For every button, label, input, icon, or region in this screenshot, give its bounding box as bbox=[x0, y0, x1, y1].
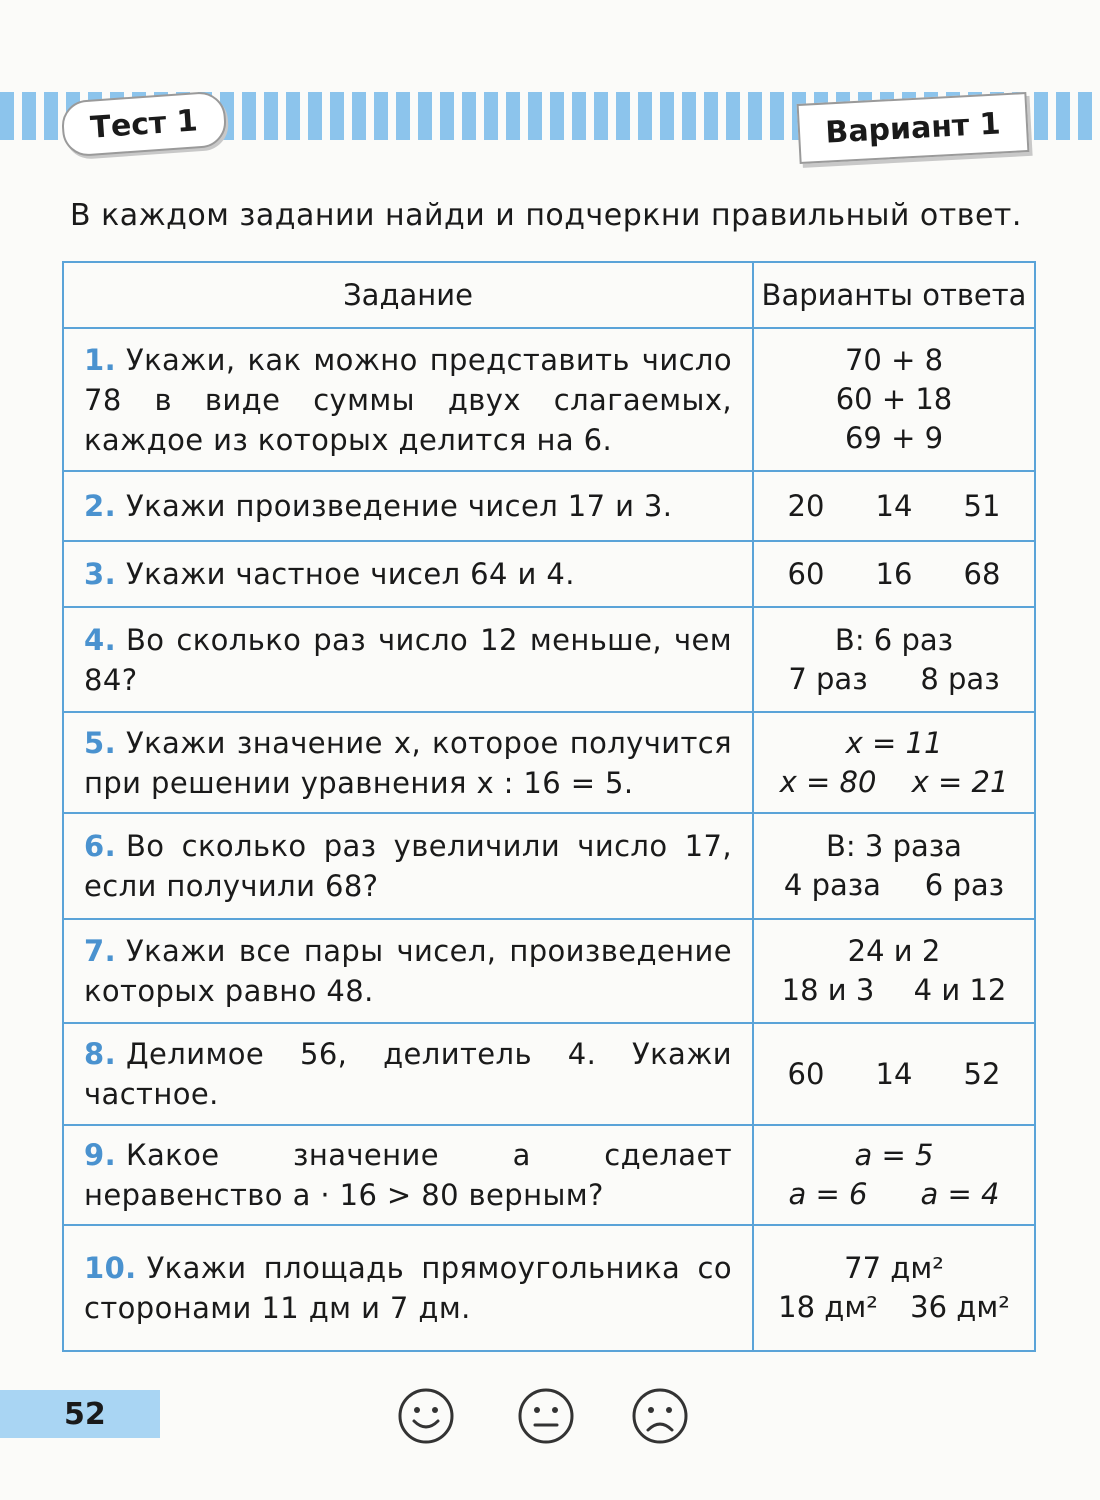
page-number: 52 bbox=[64, 1396, 106, 1432]
test-table bbox=[62, 261, 1036, 1352]
answer-option[interactable]: 60 + 18 bbox=[835, 382, 953, 416]
answer-option[interactable]: 20 bbox=[787, 488, 825, 523]
answer-option[interactable]: 16 bbox=[875, 556, 913, 591]
table-row bbox=[63, 541, 1035, 607]
table-row bbox=[63, 919, 1035, 1023]
answer-option[interactable]: 7 раз bbox=[788, 661, 868, 696]
answer-option[interactable]: 4 и 12 bbox=[913, 973, 1007, 1007]
test-badge: Тест 1 bbox=[60, 90, 228, 157]
page-number-tab bbox=[0, 1390, 160, 1438]
task-text: Укажи значение x, которое получится при решении уравнения x : 16 = 5. bbox=[84, 725, 732, 800]
answer-option[interactable]: 60 bbox=[787, 556, 825, 591]
task-number: 6. bbox=[84, 829, 116, 863]
table-header-row bbox=[63, 262, 1035, 328]
answer-option[interactable]: x = 80 bbox=[779, 764, 877, 799]
task-cell bbox=[63, 712, 753, 813]
task-text: Укажи произведение чисел 17 и 3. bbox=[126, 489, 673, 523]
task-number: 3. bbox=[84, 557, 116, 591]
task-cell bbox=[63, 1225, 753, 1351]
task-number: 1. bbox=[84, 342, 116, 377]
answer-cell bbox=[753, 607, 1035, 712]
answer-option[interactable]: 14 bbox=[875, 1056, 913, 1091]
variant-badge: Вариант 1 bbox=[797, 92, 1030, 164]
answer-option[interactable]: 24 и 2 bbox=[847, 934, 941, 968]
answer-cell bbox=[753, 328, 1035, 471]
table-row bbox=[63, 813, 1035, 919]
neutral-face-icon[interactable] bbox=[516, 1386, 576, 1446]
answer-cell bbox=[753, 471, 1035, 541]
answer-option[interactable]: 6 раз bbox=[924, 868, 1005, 902]
answer-cell bbox=[753, 1023, 1035, 1125]
answer-option[interactable]: x = 11 bbox=[845, 725, 943, 760]
answer-option[interactable]: 77 дм² bbox=[844, 1251, 944, 1285]
task-number: 9. bbox=[84, 1138, 116, 1172]
task-text: Во сколько раз число 12 меньше, чем 84? bbox=[84, 622, 732, 697]
column-header-task: Задание bbox=[63, 262, 753, 328]
answer-option[interactable]: x = 21 bbox=[911, 764, 1009, 799]
answer-option[interactable]: a = 4 bbox=[920, 1177, 1000, 1211]
task-text: Укажи площадь прямоугольника со сторонами 11 дм и 7 дм. bbox=[84, 1251, 732, 1325]
table-row bbox=[63, 607, 1035, 712]
instruction-text: В каждом задании найди и подчеркни правильный ответ. bbox=[70, 198, 1022, 233]
table-row bbox=[63, 328, 1035, 471]
answer-option[interactable]: 36 дм² bbox=[910, 1290, 1010, 1324]
answer-cell bbox=[753, 919, 1035, 1023]
task-cell bbox=[63, 328, 753, 471]
answer-cell bbox=[753, 712, 1035, 813]
task-number: 5. bbox=[84, 725, 116, 760]
column-header-answers: Варианты ответа bbox=[753, 262, 1035, 328]
task-text: Делимое 56, делитель 4. Укажи частное. bbox=[84, 1037, 732, 1111]
answer-option[interactable]: В: 3 раза bbox=[826, 829, 962, 863]
answer-option[interactable]: 18 дм² bbox=[778, 1290, 878, 1324]
answer-option[interactable]: 8 раз bbox=[920, 661, 1000, 696]
table-row bbox=[63, 471, 1035, 541]
task-text: Укажи, как можно представить число 78 в виде суммы двух слагаемых, каждое из которых делится на 6. bbox=[84, 342, 732, 457]
task-cell bbox=[63, 607, 753, 712]
answer-option[interactable]: 18 и 3 bbox=[781, 973, 875, 1007]
answer-option[interactable]: 60 bbox=[787, 1056, 825, 1091]
answer-cell bbox=[753, 541, 1035, 607]
task-number: 10. bbox=[84, 1251, 137, 1285]
answer-option[interactable]: 51 bbox=[963, 488, 1001, 523]
answer-option[interactable]: 69 + 9 bbox=[844, 421, 944, 455]
answer-option[interactable]: a = 6 bbox=[788, 1177, 868, 1211]
task-number: 2. bbox=[84, 489, 116, 523]
task-text: Какое значение a сделает неравенство a · 16 > 80 верным? bbox=[84, 1138, 732, 1212]
smiley-face-icon[interactable] bbox=[396, 1386, 456, 1446]
task-number: 8. bbox=[84, 1037, 116, 1071]
task-cell bbox=[63, 1023, 753, 1125]
task-number: 4. bbox=[84, 622, 116, 657]
task-text: Укажи все пары чисел, произведение которых равно 48. bbox=[84, 934, 732, 1008]
answer-cell bbox=[753, 1225, 1035, 1351]
sad-face-icon[interactable] bbox=[630, 1386, 690, 1446]
answer-cell bbox=[753, 1125, 1035, 1225]
table-row bbox=[63, 1125, 1035, 1225]
answer-option[interactable]: 14 bbox=[875, 488, 913, 523]
table-row bbox=[63, 712, 1035, 813]
answer-option[interactable]: 4 раза bbox=[783, 868, 881, 902]
task-cell bbox=[63, 1125, 753, 1225]
task-text: Укажи частное чисел 64 и 4. bbox=[126, 557, 575, 591]
answer-option[interactable]: 70 + 8 bbox=[844, 343, 944, 377]
task-cell bbox=[63, 471, 753, 541]
answer-cell bbox=[753, 813, 1035, 919]
task-number: 7. bbox=[84, 934, 116, 968]
task-cell bbox=[63, 919, 753, 1023]
answer-option[interactable]: a = 5 bbox=[854, 1138, 934, 1172]
task-text: Во сколько раз увеличили число 17, если получили 68? bbox=[84, 829, 732, 903]
answer-option[interactable]: 68 bbox=[963, 556, 1001, 591]
table-row bbox=[63, 1225, 1035, 1351]
answer-option[interactable]: В: 6 раз bbox=[834, 622, 954, 657]
task-cell bbox=[63, 813, 753, 919]
table-row bbox=[63, 1023, 1035, 1125]
answer-option[interactable]: 52 bbox=[963, 1056, 1001, 1091]
task-cell bbox=[63, 541, 753, 607]
